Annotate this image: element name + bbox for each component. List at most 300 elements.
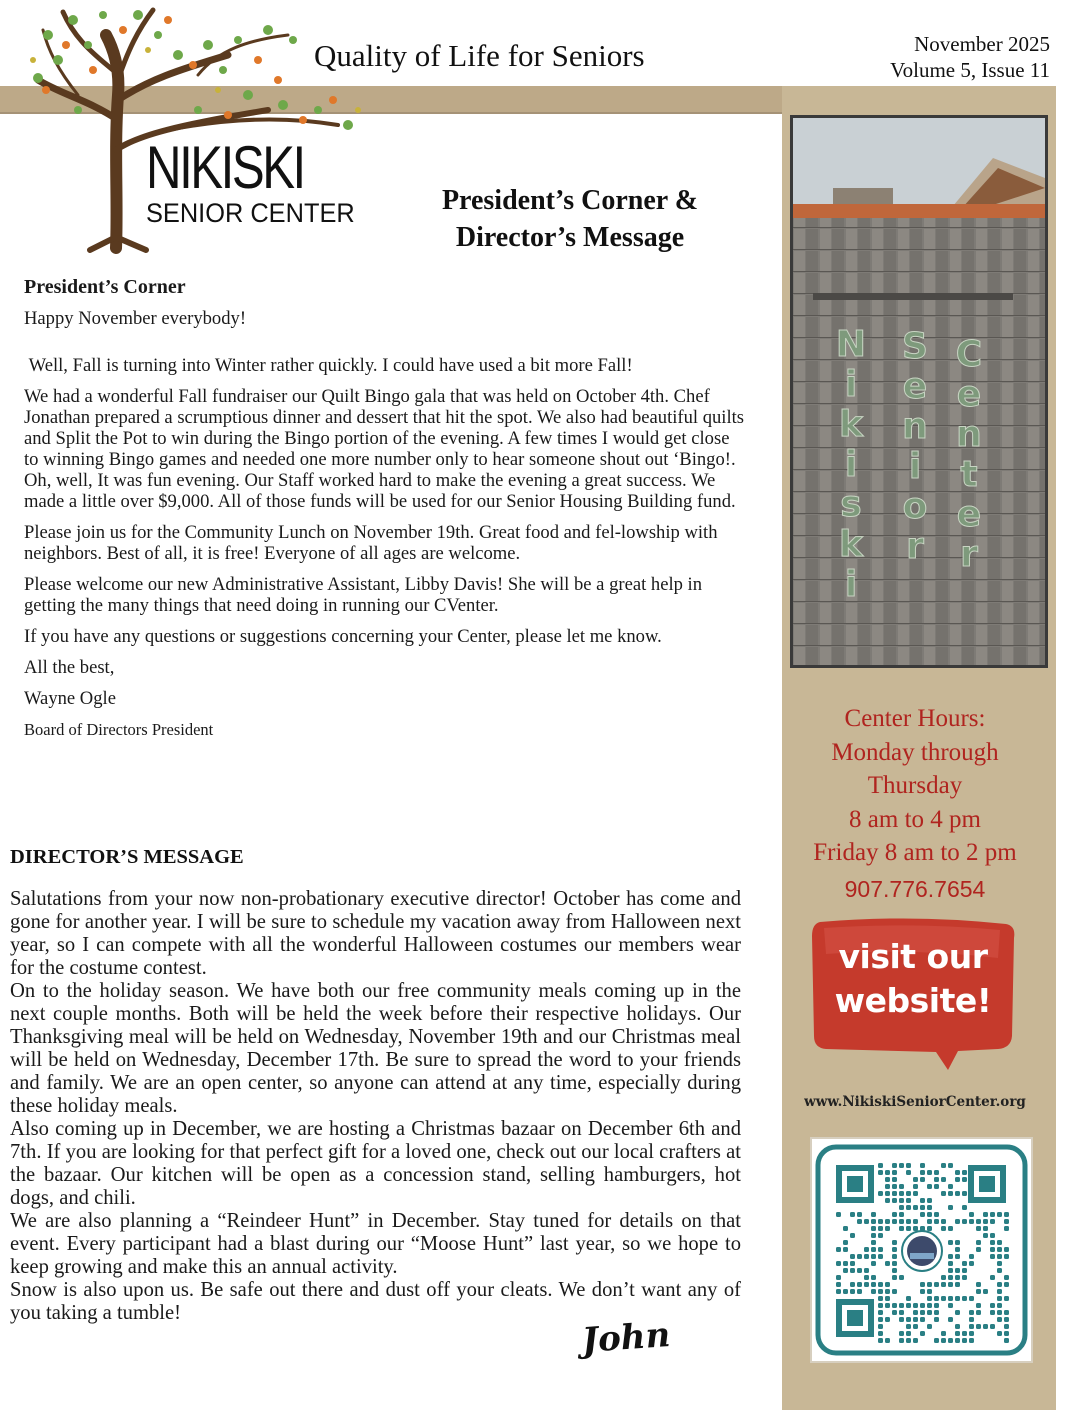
qr-module [955,1282,960,1287]
qr-module [927,1184,932,1189]
qr-module [885,1261,890,1266]
qr-module [927,1282,932,1287]
qr-module [850,1254,855,1259]
qr-module [934,1184,939,1189]
qr-module [983,1212,988,1217]
qr-module [836,1275,841,1280]
qr-module [892,1275,897,1280]
paragraph: Happy November everybody! [24,308,247,329]
qr-module [948,1184,953,1189]
qr-module [913,1191,918,1196]
qr-module [899,1317,904,1322]
qr-module [892,1191,897,1196]
qr-module [836,1261,841,1266]
qr-module [948,1268,953,1273]
paragraph: If you have any questions or suggestions concerning your Center, please let me know. [24,626,662,647]
qr-module [969,1317,974,1322]
qr-module [927,1170,932,1175]
qr-module [878,1163,883,1168]
qr-module [871,1282,876,1287]
qr-module [843,1268,848,1273]
qr-module [927,1226,932,1231]
paragraph: Please join us for the Community Lunch on November 19th. Great food and fel-lowship with neighbors. Best of all, it is free! Everyone of all ages are welcome. [24,522,718,564]
qr-module [983,1233,988,1238]
qr-module [885,1191,890,1196]
qr-module [962,1275,967,1280]
qr-module [1004,1254,1009,1259]
qr-module [990,1233,995,1238]
qr-module [878,1282,883,1287]
sign-letter: i [844,364,858,405]
qr-module [913,1324,918,1329]
qr-module [906,1331,911,1336]
qr-module [878,1310,883,1315]
qr-module [1004,1296,1009,1301]
qr-module [871,1289,876,1294]
qr-module [948,1338,953,1343]
qr-module [885,1170,890,1175]
qr-module [976,1247,981,1252]
qr-module [878,1247,883,1252]
visit-line: visit our [838,937,988,976]
qr-module [878,1296,883,1301]
qr-module [864,1268,869,1273]
author-name: Wayne Ogle [24,688,116,709]
qr-module [878,1324,883,1329]
qr-module [857,1289,862,1294]
logo-name: NIKISKI [146,134,304,201]
qr-module [920,1317,925,1322]
qr-module [892,1212,897,1217]
qr-module [850,1233,855,1238]
qr-module [920,1331,925,1336]
qr-module [892,1289,897,1294]
qr-module [920,1282,925,1287]
qr-module [1004,1331,1009,1336]
qr-module [885,1184,890,1189]
page-title [395,182,745,256]
qr-module [878,1317,883,1322]
qr-module [976,1289,981,1294]
qr-module [871,1247,876,1252]
qr-module [885,1338,890,1343]
qr-module [1004,1338,1009,1343]
hours-line: Center Hours: [844,705,986,732]
qr-module [962,1219,967,1224]
qr-module [997,1296,1002,1301]
qr-module [948,1240,953,1245]
qr-module [934,1338,939,1343]
sign-letter: e [956,494,982,535]
qr-module [976,1303,981,1308]
qr-module [878,1303,883,1308]
paragraph: Please welcome our new Administrative Assistant, Libby Davis! She will be a great help in getting the many things that need doing in running our CVenter. [24,574,703,616]
paragraph: We had a wonderful Fall fundraiser our Quilt Bingo gala that was held on October 4th. Chef Jonathan prepared a scrumptious dinner and dessert that hit the spot. We also had beautiful quilts and Split the Pot to win during the Bingo portion of the evening. A few times I would get close to winning Bingo games and needed one more number only to hear someone shout out ‘Bingo!. Oh, well, It was fun evening. Our Staff worked hard to make the evening a great success. We made a little over $9,000. All of those funds will be used for our Senior Housing Building fund. [24,386,745,512]
qr-module [892,1254,897,1259]
qr-module [955,1240,960,1245]
qr-module [920,1303,925,1308]
qr-module [948,1303,953,1308]
qr-module [906,1205,911,1210]
qr-module [1004,1219,1009,1224]
qr-module [934,1170,939,1175]
qr-module [878,1254,883,1259]
qr-module [913,1310,918,1315]
qr-module [934,1296,939,1301]
qr-module [920,1205,925,1210]
building-sign-photo [790,115,1048,668]
qr-module [913,1219,918,1224]
qr-module [871,1212,876,1217]
author-title: Board of Directors President [24,720,214,739]
qr-module [892,1247,897,1252]
qr-module [934,1310,939,1315]
qr-module [927,1310,932,1315]
qr-module [878,1219,883,1224]
qr-module [948,1191,953,1196]
qr-module [990,1275,995,1280]
qr-module [920,1198,925,1203]
qr-module [892,1219,897,1224]
qr-module [857,1212,862,1217]
qr-module [990,1303,995,1308]
qr-module [906,1338,911,1343]
qr-module [962,1205,967,1210]
qr-module [997,1317,1002,1322]
sign-letter: i [908,446,922,487]
qr-module [899,1275,904,1280]
qr-module [997,1247,1002,1252]
newsletter-tagline: Quality of Life for Seniors [314,38,645,73]
qr-module [955,1191,960,1196]
qr-module [913,1177,918,1182]
qr-module [899,1184,904,1189]
qr-module [955,1324,960,1329]
qr-code-icon[interactable] [810,1137,1033,1363]
sign-letter: k [839,404,863,445]
qr-module [906,1191,911,1196]
phone-number: 907.776.7654 [844,876,986,902]
qr-module [885,1303,890,1308]
hours-line: Thursday [867,772,963,799]
qr-module [934,1303,939,1308]
qr-module [871,1240,876,1245]
hours-line: Monday through [831,738,999,766]
qr-module [948,1205,953,1210]
qr-module [934,1212,939,1217]
qr-module [990,1219,995,1224]
paragraph: Also coming up in December, we are hosting a Christmas bazaar on December 6th and 7th. If you are looking for that perfect gift for a loved one, check out our local crafters at the bazaar. Our kitchen will be open as a concession stand, selling hamburgers, hot dogs, and chili. [10,1118,741,1209]
qr-module [864,1254,869,1259]
paragraph: On to the holiday season. We have both our free community meals coming up in the next couple months. Both will be held the week before their respective holidays. Our Thanksgiving meal will be held on Wednesday, November 19th and our Christmas meal will be held on Wednesday, December 17th. Be sure to spread the word to your friends and family. We are an open center, so anyone can attend at any time, especially during these holiday meals. [10,980,741,1117]
qr-module [857,1268,862,1273]
website-link[interactable]: www.NikiskiSeniorCenter.org [804,1094,1026,1110]
qr-module [955,1338,960,1343]
qr-module [955,1247,960,1252]
qr-module [962,1296,967,1301]
qr-module [1004,1282,1009,1287]
qr-module [899,1310,904,1315]
director-signature: John [580,1314,672,1362]
qr-module [871,1226,876,1231]
qr-module [948,1261,953,1266]
qr-module [969,1261,974,1266]
qr-module [920,1310,925,1315]
qr-module [997,1254,1002,1259]
qr-module [878,1289,883,1294]
qr-module [983,1289,988,1294]
qr-module [920,1289,925,1294]
qr-module [899,1198,904,1203]
qr-module [941,1226,946,1231]
qr-module [927,1205,932,1210]
qr-module [892,1310,897,1315]
qr-module [934,1317,939,1322]
qr-module [941,1331,946,1336]
qr-module [997,1303,1002,1308]
qr-module [976,1240,981,1245]
qr-module [892,1177,897,1182]
qr-module [899,1205,904,1210]
qr-module [990,1212,995,1217]
qr-module [843,1261,848,1266]
qr-module [878,1191,883,1196]
qr-module [850,1282,855,1287]
qr-module [1004,1275,1009,1280]
qr-module [850,1268,855,1273]
qr-module [920,1163,925,1168]
paragraph: Salutations from your now non-probationary executive director! October has come and gone for another year. I will be sure to schedule my vacation away from Halloween next year, so I can compete with all the wonderful Halloween costumes our members wear for the costume contest. [10,888,741,979]
qr-module [843,1247,848,1252]
qr-module [990,1254,995,1259]
qr-module [871,1233,876,1238]
qr-module [990,1324,995,1329]
qr-module [871,1254,876,1259]
qr-module [976,1282,981,1287]
qr-module [878,1170,883,1175]
qr-module [892,1170,897,1175]
qr-module [983,1219,988,1224]
qr-module [969,1296,974,1301]
qr-module [969,1212,974,1217]
sign-letter: C [955,334,983,375]
qr-module [927,1219,932,1224]
qr-module [878,1233,883,1238]
center-hours [782,702,1048,870]
qr-module [1004,1310,1009,1315]
sign-letter: N [835,324,867,365]
qr-module [892,1268,897,1273]
qr-module [969,1338,974,1343]
qr-module [976,1226,981,1231]
qr-module [927,1303,932,1308]
qr-module [962,1268,967,1273]
qr-module [850,1261,855,1266]
qr-module [913,1205,918,1210]
qr-module [899,1191,904,1196]
qr-module [913,1317,918,1322]
qr-module [941,1296,946,1301]
qr-module [976,1219,981,1224]
issue-date: November 2025 [914,32,1050,56]
qr-module [913,1226,918,1231]
sign-letter: S [902,326,928,367]
qr-module [1004,1317,1009,1322]
qr-module [927,1324,932,1329]
logo-subtitle: SENIOR CENTER [146,198,355,228]
qr-module [948,1163,953,1168]
qr-module [962,1170,967,1175]
qr-module [906,1303,911,1308]
sign-letter: r [906,526,924,567]
qr-module [927,1296,932,1301]
qr-module [934,1282,939,1287]
directors-message [10,888,741,1325]
qr-module [997,1212,1002,1217]
qr-module [941,1282,946,1287]
qr-module [948,1226,953,1231]
qr-module [969,1219,974,1224]
qr-module [948,1296,953,1301]
qr-module [934,1177,939,1182]
presidents-corner [24,275,746,750]
qr-module [864,1219,869,1224]
qr-module [892,1163,897,1168]
qr-module [927,1212,932,1217]
qr-module [969,1324,974,1329]
hours-line: Friday 8 am to 2 pm [813,839,1017,866]
qr-module [892,1198,897,1203]
qr-module [983,1324,988,1329]
qr-module [899,1163,904,1168]
sign-letter: r [960,534,978,575]
qr-module [857,1254,862,1259]
qr-module [913,1338,918,1343]
qr-module [836,1247,841,1252]
qr-module [955,1177,960,1182]
qr-module [885,1219,890,1224]
sign-letter: e [956,374,982,415]
qr-module [864,1247,869,1252]
qr-module [906,1170,911,1175]
qr-module [997,1268,1002,1273]
qr-module [906,1324,911,1329]
qr-module [920,1212,925,1217]
qr-module [948,1317,953,1322]
qr-module [864,1275,869,1280]
qr-module [941,1163,946,1168]
qr-module [892,1240,897,1245]
qr-module [941,1338,946,1343]
qr-module [906,1226,911,1231]
visit-website-button[interactable] [818,935,1008,1023]
qr-module [934,1219,939,1224]
qr-module [962,1261,967,1266]
qr-module [885,1289,890,1294]
qr-module [955,1268,960,1273]
qr-module [906,1163,911,1168]
sign-off: All the best, [24,657,115,678]
hours-line: 8 am to 4 pm [849,805,981,833]
section-heading: President’s Corner [24,276,186,298]
qr-module [969,1254,974,1259]
qr-module [857,1282,862,1287]
qr-module [962,1177,967,1182]
qr-module [920,1177,925,1182]
page-title-line: Director’s Message [455,222,685,253]
paragraph: Snow is also upon us. Be safe out there and dust off your cleats. We don’t want any of you taking a tumble! [10,1279,741,1324]
sign-letter: t [960,454,978,495]
qr-module [997,1289,1002,1294]
qr-module [955,1331,960,1336]
qr-module [941,1275,946,1280]
qr-module [962,1331,967,1336]
qr-module [955,1310,960,1315]
qr-module [864,1282,869,1287]
qr-module [899,1303,904,1308]
issue-info [890,31,1050,83]
qr-module [997,1282,1002,1287]
qr-module [1004,1247,1009,1252]
qr-module [892,1184,897,1189]
sign-letter: e [902,366,928,407]
qr-module [941,1219,946,1224]
qr-module [1004,1212,1009,1217]
qr-module [843,1289,848,1294]
issue-volume: Volume 5, Issue 11 [890,58,1050,82]
qr-module [941,1191,946,1196]
qr-module [1004,1226,1009,1231]
qr-module [997,1310,1002,1315]
qr-module [899,1212,904,1217]
qr-module [948,1282,953,1287]
qr-module [948,1254,953,1259]
qr-module [927,1289,932,1294]
qr-module [878,1331,883,1336]
qr-module [885,1177,890,1182]
qr-module [941,1177,946,1182]
qr-module [997,1261,1002,1266]
qr-module [948,1275,953,1280]
qr-module [920,1170,925,1175]
sign-letter: s [840,484,862,525]
qr-module [843,1226,848,1231]
qr-module [885,1296,890,1301]
qr-module [990,1240,995,1245]
visit-line: website! [834,981,992,1020]
sign-letter: i [844,564,858,605]
paragraph: We are also planning a “Reindeer Hunt” in December. Stay tuned for details on that event. Every participant had a blast during our “Moose Hunt” last year, so we hope to keep growing and make this an annual activity. [10,1210,741,1278]
qr-module [990,1310,995,1315]
qr-module [969,1331,974,1336]
qr-module [906,1317,911,1322]
qr-module [878,1226,883,1231]
qr-module [885,1317,890,1322]
qr-module [969,1310,974,1315]
qr-module [962,1338,967,1343]
sign-letter: k [839,524,863,565]
qr-module [906,1219,911,1224]
qr-module [885,1226,890,1231]
qr-module [843,1240,848,1245]
page-title-line: President’s Corner & [441,185,699,216]
qr-module [955,1254,960,1259]
qr-module [1004,1324,1009,1329]
sign-letter: n [902,406,928,447]
sign-letter: i [844,444,858,485]
qr-module [927,1198,932,1203]
qr-module [871,1275,876,1280]
